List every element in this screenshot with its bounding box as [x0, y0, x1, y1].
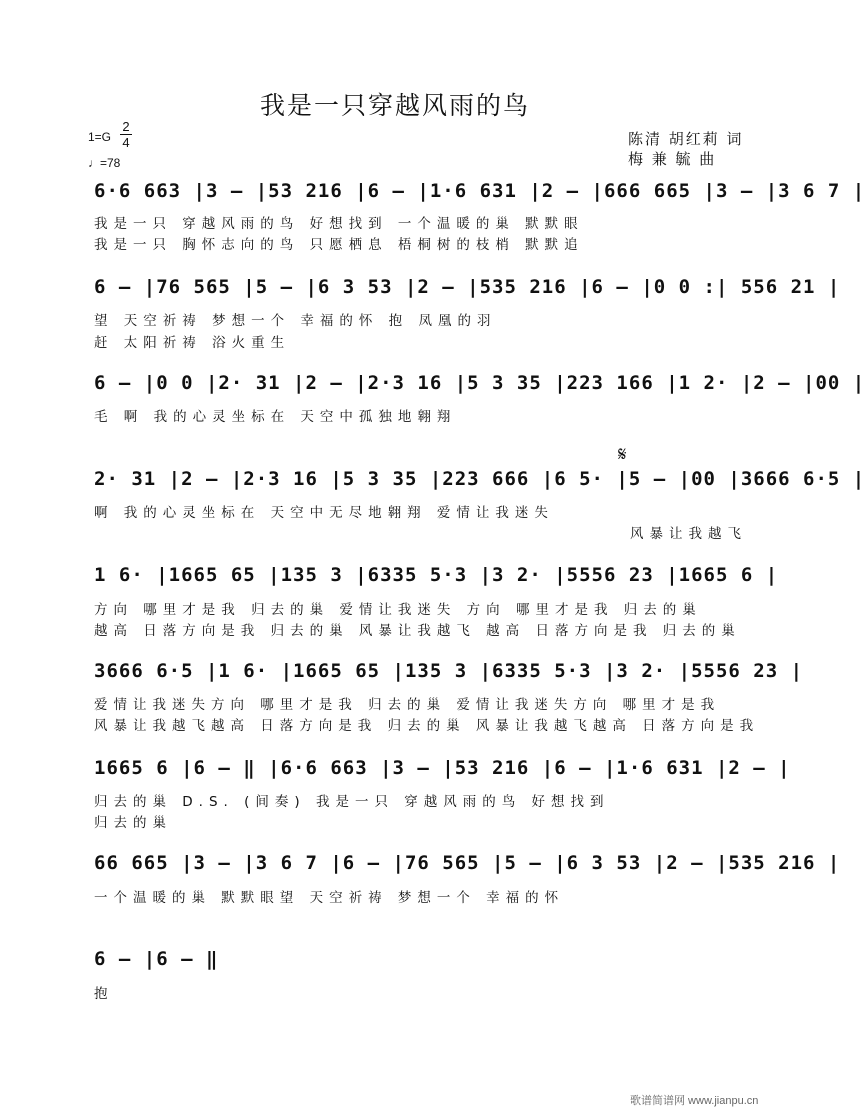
- score-row-5-lyric-1: 方向 哪里才是我 归去的巢 爱情让我迷失 方向 哪里才是我 归去的巢: [94, 602, 702, 618]
- score-row-7-lyric-1: 归去的巢 D.S. (间奏) 我是一只 穿越风雨的鸟 好想找到: [94, 794, 610, 810]
- key-signature: 1=G: [88, 130, 112, 144]
- score-row-1-lyric-1: 我是一只 穿越风雨的鸟 好想找到 一个温暖的巢 默默眼: [94, 216, 584, 232]
- page-title: 我是一只穿越风雨的鸟: [259, 91, 530, 120]
- score-row-7-lyric-2: 归去的巢: [94, 815, 172, 831]
- score-row-6-lyric-1: 爱情让我迷失方向 哪里才是我 归去的巢 爱情让我迷失方向 哪里才是我: [94, 697, 721, 713]
- time-signature-top: 2: [122, 119, 130, 134]
- score-row-2-lyric-2: 赶 太阳祈祷 浴火重生: [94, 335, 291, 351]
- score-row-8-lyric-1: 一个温暖的巢 默默眼望 天空祈祷 梦想一个 幸福的怀: [94, 890, 565, 906]
- score-row-5-notes: 1 6· |1665 65 |135 3 |6335 5·3 |3 2· |5556 23 |1665 6 |: [94, 564, 779, 586]
- score-row-8-notes: 66 665 |3 – |3 6 7 |6 – |76 565 |5 – |6 3 53 |2 – |535 216 |: [94, 852, 841, 874]
- score-row-6-notes: 3666 6·5 |1 6· |1665 65 |135 3 |6335 5·3 |3 2· |5556 23 |: [94, 660, 804, 682]
- score-row-2-lyric-1: 望 天空祈祷 梦想一个 幸福的怀 抱 凤凰的羽: [94, 313, 497, 329]
- site-watermark: 歌谱简谱网 www.jianpu.cn: [630, 1095, 759, 1107]
- segno-sign: 𝄋: [618, 442, 627, 466]
- score-row-4-notes: 2· 31 |2 – |2·3 16 |5 3 35 |223 666 |6 5· |5 – |00 |3666 6·5 |: [94, 468, 865, 490]
- score-row-5-lyric-2: 越高 日落方向是我 归去的巢 风暴让我越飞 越高 日落方向是我 归去的巢: [94, 623, 741, 639]
- score-row-7-notes: 1665 6 |6 – ‖ |6·6 663 |3 – |53 216 |6 – |1·6 631 |2 – |: [94, 757, 791, 779]
- tempo-marking: ♩=78: [88, 156, 121, 170]
- score-row-3-lyric-1: 毛 啊 我的心灵坐标在 天空中孤独地翱翔: [94, 409, 457, 425]
- score-row-4-lyric-1: 啊 我的心灵坐标在 天空中无尽地翱翔 爱情让我迷失: [94, 505, 554, 521]
- time-signature-bottom: 4: [122, 135, 130, 150]
- score-row-1-notes: 6·6 663 |3 – |53 216 |6 – |1·6 631 |2 – |666 665 |3 – |3 6 7 |: [94, 180, 865, 202]
- score-row-4-lyric-2: 风暴让我越飞: [630, 526, 747, 542]
- lyricist-credit: 陈清 胡红莉 词: [628, 130, 744, 148]
- score-row-9-notes: 6 – |6 – ‖: [94, 948, 219, 970]
- score-row-3-notes: 6 – |0 0 |2· 31 |2 – |2·3 16 |5 3 35 |223 166 |1 2· |2 – |00 |: [94, 372, 865, 394]
- score-row-2-notes: 6 – |76 565 |5 – |6 3 53 |2 – |535 216 |6 – |0 0 :| 556 21 |: [94, 276, 841, 298]
- time-signature: [120, 120, 132, 149]
- score-row-9-lyric-1: 抱: [94, 986, 114, 1002]
- score-row-6-lyric-2: 风暴让我越飞越高 日落方向是我 归去的巢 风暴让我越飞越高 日落方向是我: [94, 718, 760, 734]
- composer-credit: 梅 兼 毓 曲: [628, 150, 717, 168]
- score-row-1-lyric-2: 我是一只 胸怀志向的鸟 只愿栖息 梧桐树的枝梢 默默追: [94, 237, 584, 253]
